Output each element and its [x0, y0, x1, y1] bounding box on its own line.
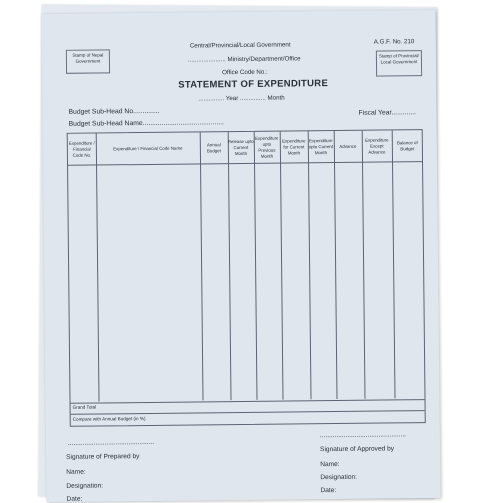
office-code: Office Code No.: [222, 68, 268, 77]
header-code-no: Expenditure / Financial Code No. [68, 140, 95, 158]
approved-name: Name: [320, 460, 340, 469]
approved-signature-label: Signature of Approved by [319, 445, 395, 454]
stamp-box-nepal [66, 49, 110, 73]
grand-total-label: Grand Total [72, 404, 97, 410]
budget-subhead-no: Budget Sub-Head No.............. [68, 107, 160, 116]
header-exp-except-advance: Expenditure Except Advance [365, 136, 389, 155]
stamp-box-provincial [376, 50, 422, 76]
page-title: STATEMENT OF EXPENDITURE [178, 78, 329, 91]
grand-total-rule [71, 399, 425, 404]
prepared-signature-line: ............................................... [67, 438, 155, 447]
budget-subhead-name: Budget Sub-Head Name........................................... [68, 119, 224, 128]
header-exp-current: Expenditure for Current Month [282, 137, 306, 156]
approved-date: Date: [320, 487, 337, 495]
prepared-designation: Designation: [66, 482, 104, 490]
col-divider [308, 131, 312, 399]
ministry-line: ...................... Ministry/Department/Office [187, 55, 301, 64]
stamp-label-provincial: Stamp of Provincial/ Local Government [378, 53, 419, 65]
col-divider [228, 132, 232, 400]
prepared-signature-label: Signature of Prepared by [66, 453, 140, 461]
prepared-name: Name: [66, 468, 86, 476]
col-divider [254, 132, 258, 400]
expenditure-form [41, 10, 440, 502]
approved-signature-line: ............................................... [319, 431, 407, 440]
header-annual-budget: Annual Budget [206, 141, 221, 153]
compare-rule [71, 410, 425, 415]
col-divider [362, 131, 366, 399]
prepared-date: Date: [66, 495, 83, 503]
stamp-label-nepal: Stamp of Nepal Government [72, 52, 104, 64]
col-divider [334, 131, 338, 399]
col-divider [200, 132, 204, 400]
col-divider [96, 134, 100, 402]
form-number: A.G.F. No. 210 [373, 38, 415, 46]
header-advance: Advance [339, 143, 357, 149]
year-month-line: ............... Year ............... Month [198, 94, 285, 103]
fiscal-year: Fiscal Year............. [358, 109, 416, 117]
approved-designation: Designation: [320, 473, 358, 482]
header-exp-previous: Expenditure upto Previous Month [255, 135, 279, 159]
header-balance: Balance of Budget [396, 139, 418, 151]
header-release: Release upto Current Month [227, 138, 254, 156]
compare-label: Compare with Annual Budget (in %) [72, 416, 146, 422]
header-exp-upto-current: Expenditure upto Current Month [308, 137, 334, 155]
col-divider [280, 132, 284, 400]
expenditure-table [67, 129, 426, 427]
header-code-name: Expenditure / Financial Code Name [113, 145, 183, 151]
government-line: Central/Provincial/Local Government [189, 41, 291, 50]
col-divider [392, 130, 396, 398]
